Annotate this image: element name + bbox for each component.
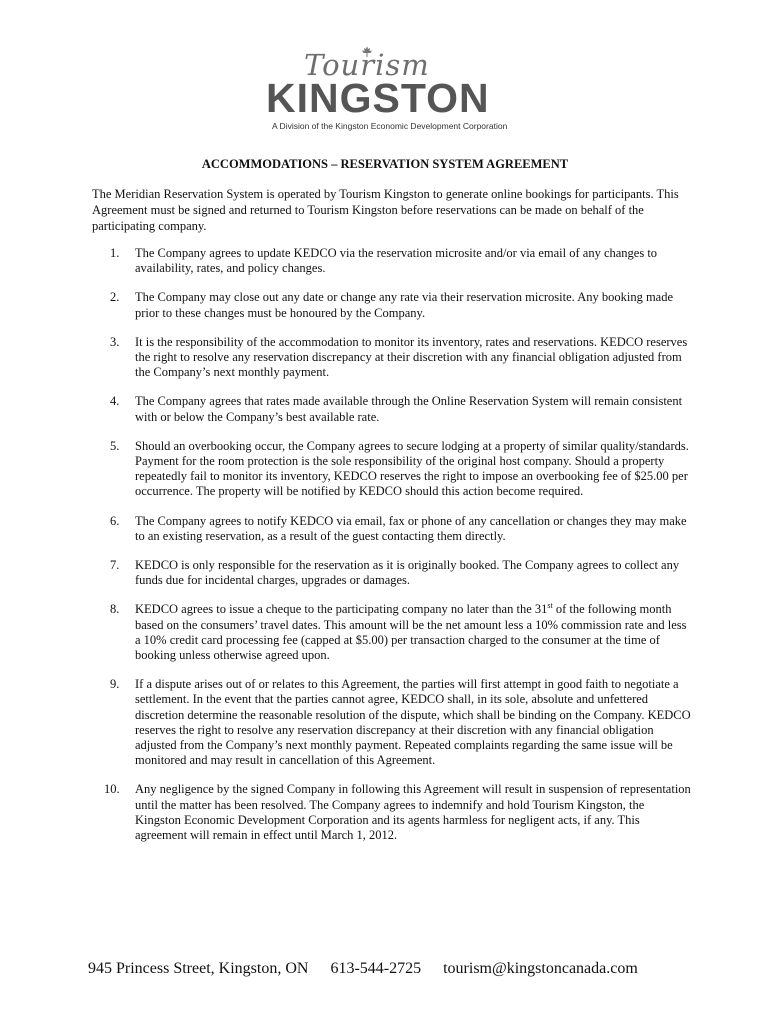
term-text: If a dispute arises out of or relates to this Agreement, the parties will first attempt in good faith to negotiate a settlement. In the event that the parties cannot agree, KEDCO shall, in its sole, absolute and unfettered discretion determine the reasonable resolution of the dispute, which shall be binding on the Company. KEDCO reserves the right to resolve any reservation discrepancy at their discretion with any financial obligation adjusted from the Company’s next monthly payment. Repeated complaints regarding the same issue will be monitored and may result in cancellation of this Agreement.	[135, 677, 691, 768]
term-text-after: of the following month based on the consumers’ travel dates. This amount will be the net amount less a 10% commission rate and less a 10% credit card processing fee (capped at $5.00) per transaction charged to the consumer at the time of booking unless otherwise agreed upon.	[135, 602, 687, 663]
footer-address: 945 Princess Street, Kingston, ON	[88, 960, 309, 977]
term-text: KEDCO is only responsible for the reservation as it is originally booked. The Company agrees to collect any funds due for incidental charges, upgrades or damages.	[135, 558, 680, 588]
intro-paragraph: The Meridian Reservation System is operated by Tourism Kingston to generate online bookings for participants. This Agreement must be signed and returned to Tourism Kingston before reservations can be made on behalf of the participating company.	[92, 187, 679, 233]
term-text	[135, 602, 687, 662]
term-item	[92, 335, 692, 381]
term-item	[92, 782, 692, 843]
term-number: 1.	[110, 246, 120, 260]
term-number: 3.	[110, 334, 120, 349]
term-text: The Company agrees to notify KEDCO via email, fax or phone of any cancellation or changes they may make to an existing reservation, as a result of the guest contacting them directly.	[135, 513, 687, 543]
term-item	[92, 439, 692, 500]
footer-phone: 613-544-2725	[330, 960, 422, 977]
logo-kingston-text: KINGSTON	[266, 75, 490, 121]
tourism-kingston-logo	[262, 46, 512, 138]
contact-footer	[88, 960, 638, 978]
term-item	[92, 558, 692, 588]
term-item	[92, 290, 692, 320]
term-text: The Company agrees that rates made available through the Online Reservation System will remain consistent with or below the Company’s best available rate.	[135, 394, 683, 424]
logo-tourism-text: Tourism	[304, 48, 430, 82]
terms-list	[92, 246, 692, 857]
term-number: 4.	[110, 394, 120, 409]
term-number: 2.	[110, 290, 120, 305]
term-number: 10.	[104, 782, 120, 797]
term-number: 5.	[110, 438, 120, 453]
term-number: 7.	[110, 558, 120, 573]
term-number: 6.	[110, 513, 120, 528]
term-text: The Company may close out any date or change any rate via their reservation microsite. Any booking made prior to these changes must be honoured by the Company.	[135, 290, 674, 320]
term-item	[92, 394, 692, 424]
footer-email: tourism@kingstoncanada.com	[443, 960, 638, 977]
term-item	[92, 246, 692, 276]
term-number: 8.	[110, 602, 120, 617]
term-text: Any negligence by the signed Company in following this Agreement will result in suspension of representation until the matter has been resolved. The Company agrees to indemnify and hold Tourism Kingston, the Kingston Economic Development Corporation and its agents harmless for negligent acts, if any. This agreement will remain in effect until March 1, 2012.	[135, 782, 691, 843]
term-item	[92, 677, 692, 768]
term-text: It is the responsibility of the accommodation to monitor its inventory, rates and reservations. KEDCO reserves the right to resolve any reservation discrepancy at their discretion with any financial obligation adjusted from the Company’s next monthly payment.	[135, 334, 688, 380]
term-text: The Company agrees to update KEDCO via the reservation microsite and/or via email of any changes to availability, rates, and policy changes.	[135, 246, 658, 276]
term-item	[92, 514, 692, 544]
term-text-before: KEDCO agrees to issue a cheque to the participating company no later than the 31	[135, 602, 548, 617]
term-item	[92, 602, 692, 663]
ordinal-superscript: st	[547, 601, 553, 611]
term-text: Should an overbooking occur, the Company agrees to secure lodging at a property of similar quality/standards. Payment for the room protection is the sole responsibility of the original host company. Should a property repeatedly fail to monitor its inventory, KEDCO reserves the right to impose an overbooking fee of $25.00 per occurrence. The property will be notified by KEDCO should this action become required.	[135, 438, 689, 499]
term-number: 9.	[110, 677, 120, 692]
document-title: ACCOMMODATIONS – RESERVATION SYSTEM AGREEMENT	[201, 157, 569, 171]
logo-tagline: A Division of the Kingston Economic Development Corporation	[272, 121, 508, 131]
